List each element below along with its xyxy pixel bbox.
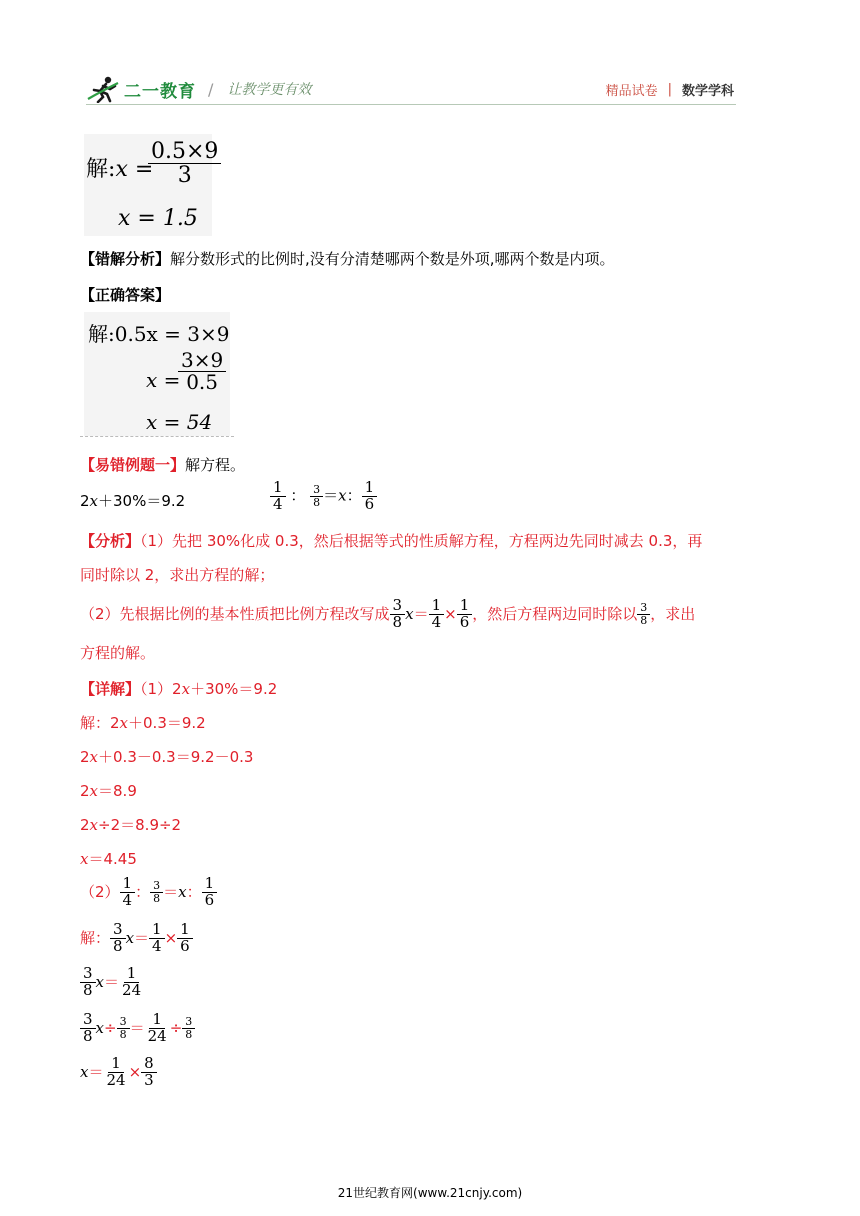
wrong-line2: x = 1.5 bbox=[118, 206, 198, 231]
header-logo bbox=[86, 74, 311, 104]
example-tag: 【易错例题一】 bbox=[80, 456, 186, 474]
header-tag-premium: 精品试卷 bbox=[605, 84, 658, 99]
correct-line3: x = 54 bbox=[146, 410, 213, 434]
header-slash: / bbox=[208, 79, 214, 99]
detail-step4: 2x÷2＝8.9÷2 bbox=[80, 816, 182, 834]
error-analysis-tag: 【错解分析】 bbox=[80, 250, 171, 268]
runner-logo-icon bbox=[86, 75, 120, 103]
header-subject: 数学学科 bbox=[681, 84, 734, 99]
example-eq2: $\frac{1}{4}$ ： $\frac{3}{8}$ ＝x： $\frac{1}{6}$ bbox=[270, 480, 377, 513]
analysis-line4: 方程的解。 bbox=[80, 644, 156, 662]
detail-step3: 2x＝8.9 bbox=[80, 782, 137, 800]
correct-line2-lhs: x = bbox=[146, 368, 181, 392]
detail-step7: $\frac{3}{8}$ x＝ $\frac{1}{24}$ bbox=[80, 966, 144, 999]
detail-step2: 2x＋0.3－0.3＝9.2－0.3 bbox=[80, 748, 254, 766]
header-right bbox=[606, 80, 734, 99]
detail-step8: $\frac{3}{8}$ x÷ $\frac{3}{8}$ ＝ $\frac{1}{24}$ ÷ $\frac{3}{8}$ bbox=[80, 1012, 195, 1045]
analysis-line1: 【分析】（1）先把 30%化成 0.3，然后根据等式的性质解方程，方程两边先同时减去 0.3，再 bbox=[80, 532, 703, 550]
analysis-line2: 同时除以 2，求出方程的解； bbox=[80, 566, 275, 584]
logo-text: 二一教育 bbox=[124, 81, 196, 102]
analysis-tag: 【分析】 bbox=[80, 532, 141, 550]
wrong-solution-block bbox=[84, 134, 219, 236]
detail-step1: 解：2x＋0.3＝9.2 bbox=[80, 714, 206, 732]
correct-fraction: $\frac{3\times 9}{0.5}$ bbox=[178, 350, 226, 393]
detail-step5: x＝4.45 bbox=[80, 850, 137, 868]
detail-heading1: 【详解】（1）2x＋30%＝9.2 bbox=[80, 680, 278, 698]
correct-line1: 解:0.5x = 3×9 bbox=[88, 322, 230, 346]
detail-step9: x＝ $\frac{1}{24}$ × $\frac{8}{3}$ bbox=[80, 1056, 157, 1089]
header-separator: | bbox=[667, 82, 672, 97]
error-analysis-line bbox=[80, 248, 615, 269]
example-eq1: 2x＋30%＝9.2 bbox=[80, 492, 186, 510]
wrong-fraction: $\frac{0.5\times 9}{3}$ bbox=[148, 140, 221, 187]
correct-answer-tag: 【正确答案】 bbox=[80, 286, 171, 304]
correct-answer-block bbox=[84, 312, 230, 436]
wrong-line1: 解:x = bbox=[86, 157, 154, 182]
detail-step6: 解： $\frac{3}{8}$ x＝ $\frac{1}{4}$ × $\frac{1}{6}$ bbox=[80, 922, 193, 955]
example-text: 解方程。 bbox=[185, 456, 246, 474]
dashed-divider bbox=[80, 436, 234, 437]
analysis-line3: （2）先根据比例的基本性质把比例方程改写成 $\frac{3}{8}$ x＝ $\frac{1}{4}$ × $\frac{1}{6}$ ，然后方程两边同时除以 $\frac{3}{8}$ ，求出 bbox=[80, 596, 696, 631]
detail-heading2: （2） $\frac{1}{4}$ ： $\frac{3}{8}$ ＝x： $\frac{1}{6}$ bbox=[80, 876, 217, 909]
header-slogan: 让教学更有效 bbox=[227, 82, 312, 98]
detail-tag: 【详解】 bbox=[80, 680, 141, 698]
page-footer: 21世纪教育网(www.21cnjy.com) bbox=[337, 1186, 523, 1200]
error-analysis-text: 解分数形式的比例时,没有分清楚哪两个数是外项,哪两个数是内项。 bbox=[170, 250, 615, 268]
header-rule bbox=[86, 104, 736, 105]
example-title bbox=[80, 454, 245, 475]
